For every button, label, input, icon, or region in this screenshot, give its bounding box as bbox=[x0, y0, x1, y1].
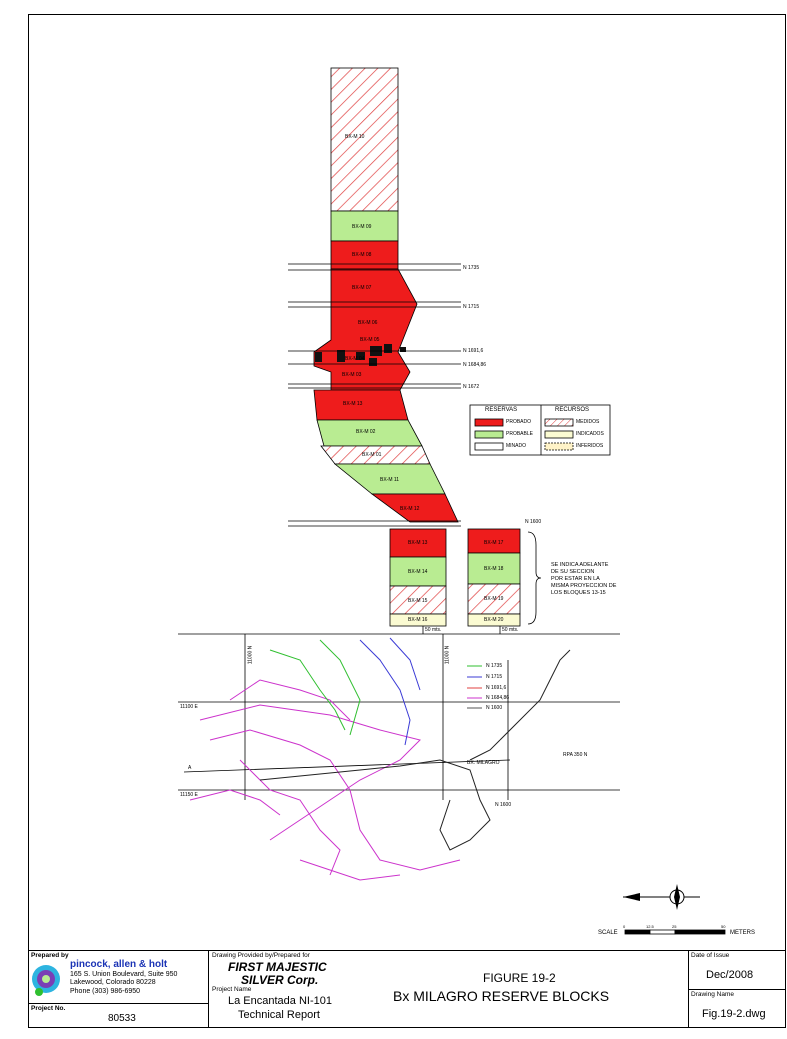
legend-indicados: INDICADOS bbox=[576, 431, 604, 437]
level-n1691: N 1691,6 bbox=[463, 348, 484, 354]
scale-tick-0: 0 bbox=[623, 924, 626, 929]
label-bxm14: BX-M 14 bbox=[408, 569, 428, 575]
scale-tick-2: 25 bbox=[672, 924, 677, 929]
project-name-label: Project Name bbox=[212, 986, 252, 993]
label-bxm19: BX-M 19 bbox=[484, 596, 504, 602]
drawing-name-label: Drawing Name bbox=[691, 991, 734, 998]
label-bxm20: BX-M 20 bbox=[484, 617, 504, 623]
note-line-5: LOS BLOQUES 13-15 bbox=[551, 590, 606, 596]
note-line-1: SE INDICA ADELANTE bbox=[551, 562, 609, 568]
label-bxm16: BX-M 16 bbox=[408, 617, 428, 623]
pah-company-name: pincock, allen & holt bbox=[70, 959, 168, 970]
plan-legend-2: N 1715 bbox=[486, 674, 503, 680]
plan-coord-11000n: 11000 N bbox=[247, 645, 254, 665]
pah-address-2: Lakewood, Colorado 80228 bbox=[70, 979, 156, 986]
distance-label-2: 50 mts. bbox=[502, 627, 519, 633]
drawing-name-value: Fig.19-2.dwg bbox=[702, 1008, 766, 1020]
label-bxm03: BX-M 03 bbox=[342, 372, 362, 378]
legend-probable: PROBABLE bbox=[506, 431, 533, 437]
legend-medidos: MEDIDOS bbox=[576, 419, 600, 425]
plan-label-n1600: N 1600 bbox=[495, 802, 512, 808]
prepared-by-label: Prepared by bbox=[31, 952, 69, 959]
label-bxm17: BX-M 17 bbox=[484, 540, 504, 546]
figure-title: Bx MILAGRO RESERVE BLOCKS bbox=[393, 988, 610, 1004]
scale-tick-3: 50 bbox=[721, 924, 726, 929]
distance-label-1: 50 mts. bbox=[425, 627, 442, 633]
label-bxm08: BX-M 08 bbox=[352, 252, 372, 258]
plan-label-milagro: BX. MILAGRO bbox=[467, 760, 500, 766]
client-line-2: SILVER Corp. bbox=[241, 973, 319, 987]
label-bxm06: BX-M 06 bbox=[358, 320, 378, 326]
client-line-1: FIRST MAJESTIC bbox=[228, 960, 327, 974]
figure-number: FIGURE 19-2 bbox=[483, 971, 556, 985]
label-bxm02: BX-M 02 bbox=[356, 429, 376, 435]
note-text bbox=[551, 562, 616, 597]
plan-legend-4: N 1684,86 bbox=[486, 695, 510, 701]
label-bxm11: BX-M 11 bbox=[380, 477, 400, 483]
plan-label-a: A bbox=[188, 765, 192, 771]
scale-label: SCALE bbox=[598, 930, 618, 936]
label-bxm13: BX-M 13 bbox=[408, 540, 428, 546]
label-bxm04: BX-M 04 bbox=[345, 356, 365, 362]
level-n1672: N 1672 bbox=[463, 384, 480, 390]
pah-phone: Phone (303) 986-6950 bbox=[70, 988, 141, 995]
label-bxm09: BX-M 09 bbox=[352, 224, 372, 230]
plan-legend-1: N 1735 bbox=[486, 663, 503, 669]
plan-workings-green bbox=[270, 640, 360, 735]
project-name-1: La Encantada NI-101 bbox=[228, 995, 332, 1007]
plan-legend-5: N 1600 bbox=[486, 705, 503, 711]
pah-address-1: 165 S. Union Boulevard, Suite 950 bbox=[70, 971, 178, 978]
plan-coord-11100e: 11100 E bbox=[180, 704, 198, 710]
plan-coord-11000n-b: 11000 N bbox=[444, 645, 451, 665]
legend-minado: MINADO bbox=[506, 443, 526, 449]
note-line-3: POR ESTAR EN LA bbox=[551, 576, 600, 582]
note-brace bbox=[528, 532, 541, 624]
date-value: Dec/2008 bbox=[706, 969, 754, 981]
plan-legend-3: N 1691,6 bbox=[486, 685, 507, 691]
label-bxm07: BX-M 07 bbox=[352, 285, 372, 291]
title-block bbox=[28, 950, 786, 1028]
scale-tick-1: 12.5 bbox=[646, 924, 654, 929]
level-n1715: N 1715 bbox=[463, 304, 480, 310]
plan-grid bbox=[178, 634, 620, 800]
plan-workings-black bbox=[260, 650, 570, 850]
plan-workings-magenta bbox=[190, 680, 460, 880]
upper-blocks bbox=[314, 68, 458, 522]
legend-probado: PROBADO bbox=[506, 419, 532, 425]
plan-coord-11150e: 11150 E bbox=[180, 792, 198, 798]
label-bxm12: BX-M 12 bbox=[400, 506, 420, 512]
pah-logo-icon bbox=[30, 959, 64, 999]
note-line-2: DE SU SECCION bbox=[551, 569, 595, 575]
drawing-for-label: Drawing Provided by/Prepared for bbox=[212, 952, 310, 959]
north-arrow-icon bbox=[623, 884, 700, 910]
project-name-2: Technical Report bbox=[238, 1009, 320, 1021]
scale-unit: METERS bbox=[730, 930, 756, 936]
label-bxm01: BX-M 01 bbox=[362, 452, 382, 458]
date-label: Date of Issue bbox=[691, 952, 730, 959]
label-bxm13-upper: BX-M 13 bbox=[343, 401, 363, 407]
legend-reservas: RESERVAS bbox=[485, 407, 518, 413]
label-bxm10: BX-M 10 bbox=[345, 134, 365, 140]
plan-label-rpa: RPA 350 N bbox=[563, 752, 588, 758]
level-n1600: N 1600 bbox=[525, 519, 542, 525]
project-no-label: Project No. bbox=[31, 1005, 66, 1012]
label-bxm18: BX-M 18 bbox=[484, 566, 504, 572]
note-line-4: MISMA PROYECCION DE bbox=[551, 583, 617, 589]
legend-recursos: RECURSOS bbox=[555, 407, 590, 413]
project-no-value: 80533 bbox=[108, 1013, 136, 1024]
level-n1735: N 1735 bbox=[463, 265, 480, 271]
block-bxm10 bbox=[331, 68, 398, 211]
label-bxm05: BX-M 05 bbox=[360, 337, 380, 343]
legend-inferidos: INFERIDOS bbox=[576, 443, 604, 449]
level-n1684: N 1684,86 bbox=[463, 362, 487, 368]
plan-workings-blue bbox=[360, 638, 420, 745]
label-bxm15: BX-M 15 bbox=[408, 598, 428, 604]
scale-bar bbox=[625, 930, 725, 934]
